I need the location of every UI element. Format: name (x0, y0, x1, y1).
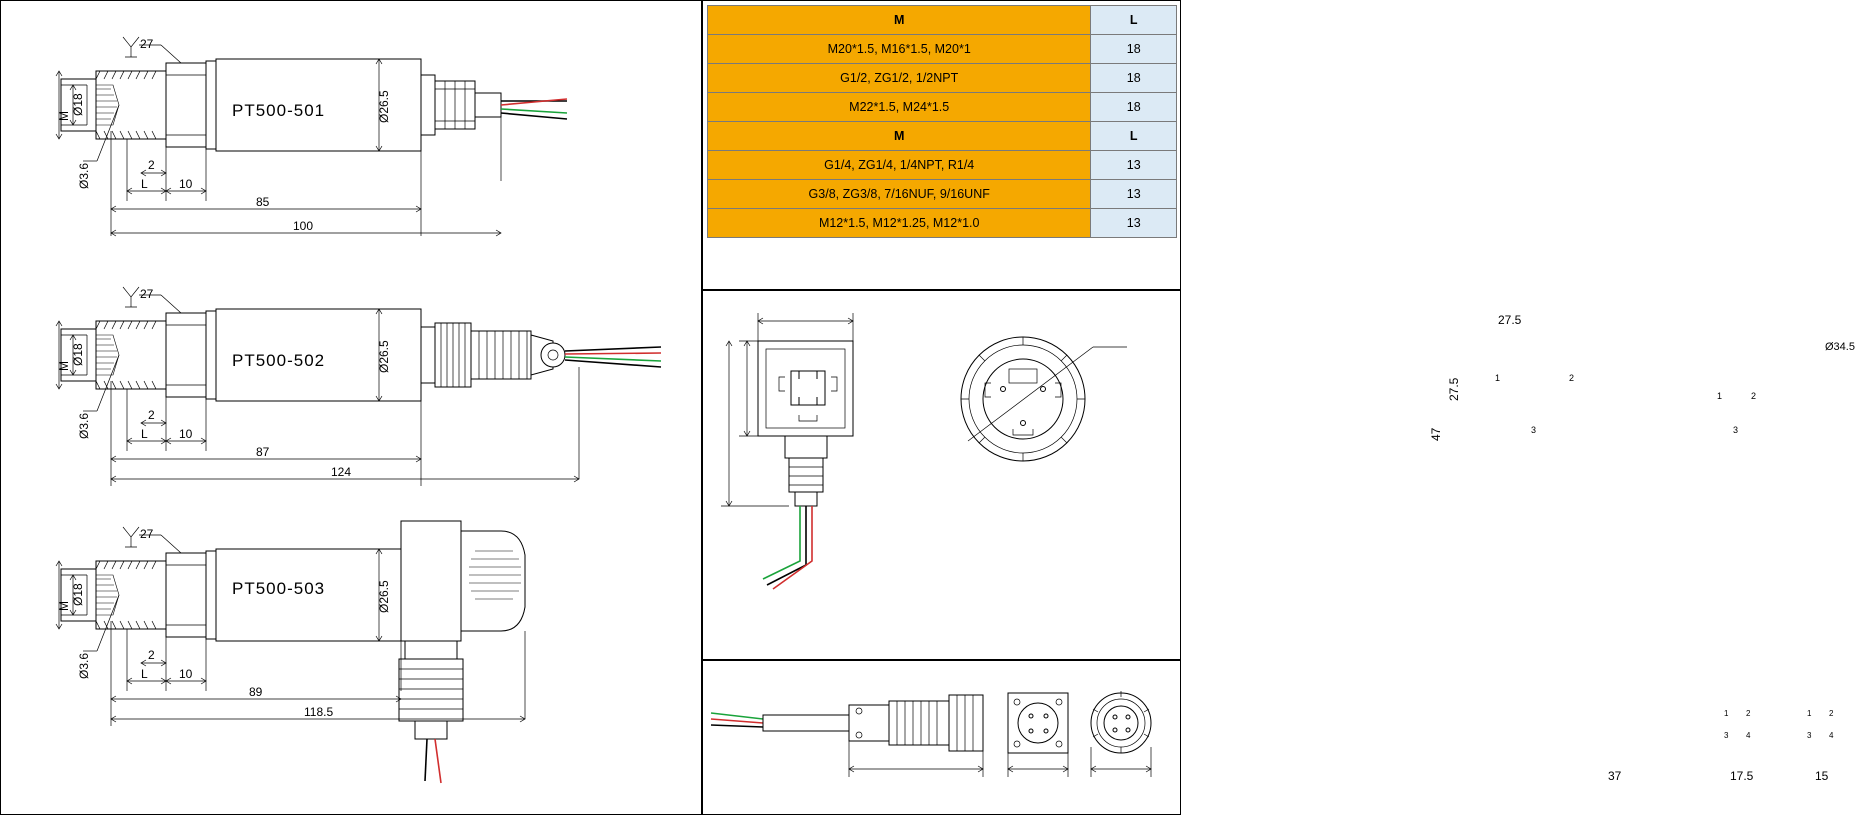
cell-m: M22*1.5, M24*1.5 (708, 93, 1091, 122)
dim-10-501: 10 (179, 177, 193, 191)
cell-l: 18 (1091, 35, 1177, 64)
dim-diaphragm-502: Ø18 (71, 343, 85, 366)
m12r-pin-2: 2 (1829, 709, 1834, 718)
m12r-pin-3: 3 (1807, 731, 1812, 740)
model-label-503: PT500-503 (232, 579, 326, 598)
cell-l: 13 (1091, 151, 1177, 180)
drawing-pt500-502 (1, 251, 703, 521)
header-l-2: L (1091, 122, 1177, 151)
dim-body-dia-501: Ø26.5 (377, 90, 391, 123)
cell-m: G1/4, ZG1/4, 1/4NPT, R1/4 (708, 151, 1091, 180)
dim-flat-502: 2 (148, 408, 155, 422)
dim-body-dia-502: Ø26.5 (377, 340, 391, 373)
cell-m: M20*1.5, M16*1.5, M20*1 (708, 35, 1091, 64)
dim-port-dia-502: Ø3.6 (77, 412, 91, 439)
dim-m12-37: 37 (1608, 769, 1622, 783)
dim-thread-501: M (57, 111, 71, 121)
dim-89-503: 89 (249, 685, 263, 699)
model-label-501: PT500-501 (232, 101, 326, 120)
dim-124-502: 124 (331, 465, 352, 479)
dim-flat-501: 2 (148, 158, 155, 172)
cell-m: G1/2, ZG1/2, 1/2NPT (708, 64, 1091, 93)
drawing-din-connector (703, 291, 1180, 661)
dim-thread-503: M (57, 601, 71, 611)
drawing-pt500-501 (1, 1, 703, 271)
round-pin-1: 1 (1717, 391, 1723, 401)
dim-diaphragm-501: Ø18 (71, 93, 85, 116)
dim-10-503: 10 (179, 667, 193, 681)
dim-m12-17-5: 17.5 (1730, 769, 1754, 783)
model-label-502: PT500-502 (232, 351, 326, 370)
dim-flat-503: 2 (148, 648, 155, 662)
table-row (708, 180, 1177, 209)
cell-l: 18 (1091, 93, 1177, 122)
dim-l-501: L (141, 177, 148, 191)
table-row (708, 209, 1177, 238)
cell-l: 18 (1091, 64, 1177, 93)
dim-hex-502: 27 (140, 287, 154, 301)
dim-10-502: 10 (179, 427, 193, 441)
din-pin-2: 2 (1569, 373, 1575, 383)
table-row (708, 35, 1177, 64)
dim-100-501: 100 (293, 219, 314, 233)
table-row (708, 64, 1177, 93)
m12r-pin-4: 4 (1829, 731, 1834, 740)
header-m: M (708, 6, 1091, 35)
dim-hex-501: 27 (140, 37, 154, 51)
table-row (708, 151, 1177, 180)
round-pin-2: 2 (1751, 391, 1757, 401)
table-header-row-1 (708, 6, 1177, 35)
dim-85-501: 85 (256, 195, 270, 209)
m12-pin-4: 4 (1746, 731, 1751, 740)
m12r-pin-1: 1 (1807, 709, 1812, 718)
m12-pin-2: 2 (1746, 709, 1751, 718)
m12-pin-1: 1 (1724, 709, 1729, 718)
dim-din-height: 27.5 (1447, 377, 1461, 401)
outline-drawings-panel (1, 1, 703, 814)
m12-pin-3: 3 (1724, 731, 1729, 740)
cell-l: 13 (1091, 180, 1177, 209)
dim-round-dia: Ø34.5 (1825, 341, 1855, 353)
dim-port-dia-501: Ø3.6 (77, 162, 91, 189)
dim-m12-15: 15 (1815, 769, 1829, 783)
table-row (708, 93, 1177, 122)
thread-length-table (707, 5, 1177, 238)
dim-body-dia-503: Ø26.5 (377, 580, 391, 613)
dim-din-width: 27.5 (1498, 313, 1522, 327)
din-pin-1: 1 (1495, 373, 1501, 383)
cell-m: M12*1.5, M12*1.25, M12*1.0 (708, 209, 1091, 238)
dim-l-503: L (141, 667, 148, 681)
specs-and-connectors-panel (703, 1, 1855, 814)
dim-port-dia-503: Ø3.6 (77, 652, 91, 679)
drawing-m12-connector (703, 661, 1180, 816)
table-header-row-2 (708, 122, 1177, 151)
cell-m: G3/8, ZG3/8, 7/16NUF, 9/16UNF (708, 180, 1091, 209)
header-l: L (1091, 6, 1177, 35)
cell-l: 13 (1091, 209, 1177, 238)
din-pin-3: 3 (1531, 425, 1537, 435)
round-pin-3: 3 (1733, 425, 1739, 435)
dim-87-502: 87 (256, 445, 270, 459)
drawing-pt500-503 (1, 491, 703, 791)
dim-hex-503: 27 (140, 527, 154, 541)
dim-din-total-height: 47 (1429, 427, 1443, 441)
dim-118-503: 118.5 (304, 705, 334, 719)
dim-thread-502: M (57, 361, 71, 371)
dim-diaphragm-503: Ø18 (71, 583, 85, 606)
dim-l-502: L (141, 427, 148, 441)
header-m-2: M (708, 122, 1091, 151)
